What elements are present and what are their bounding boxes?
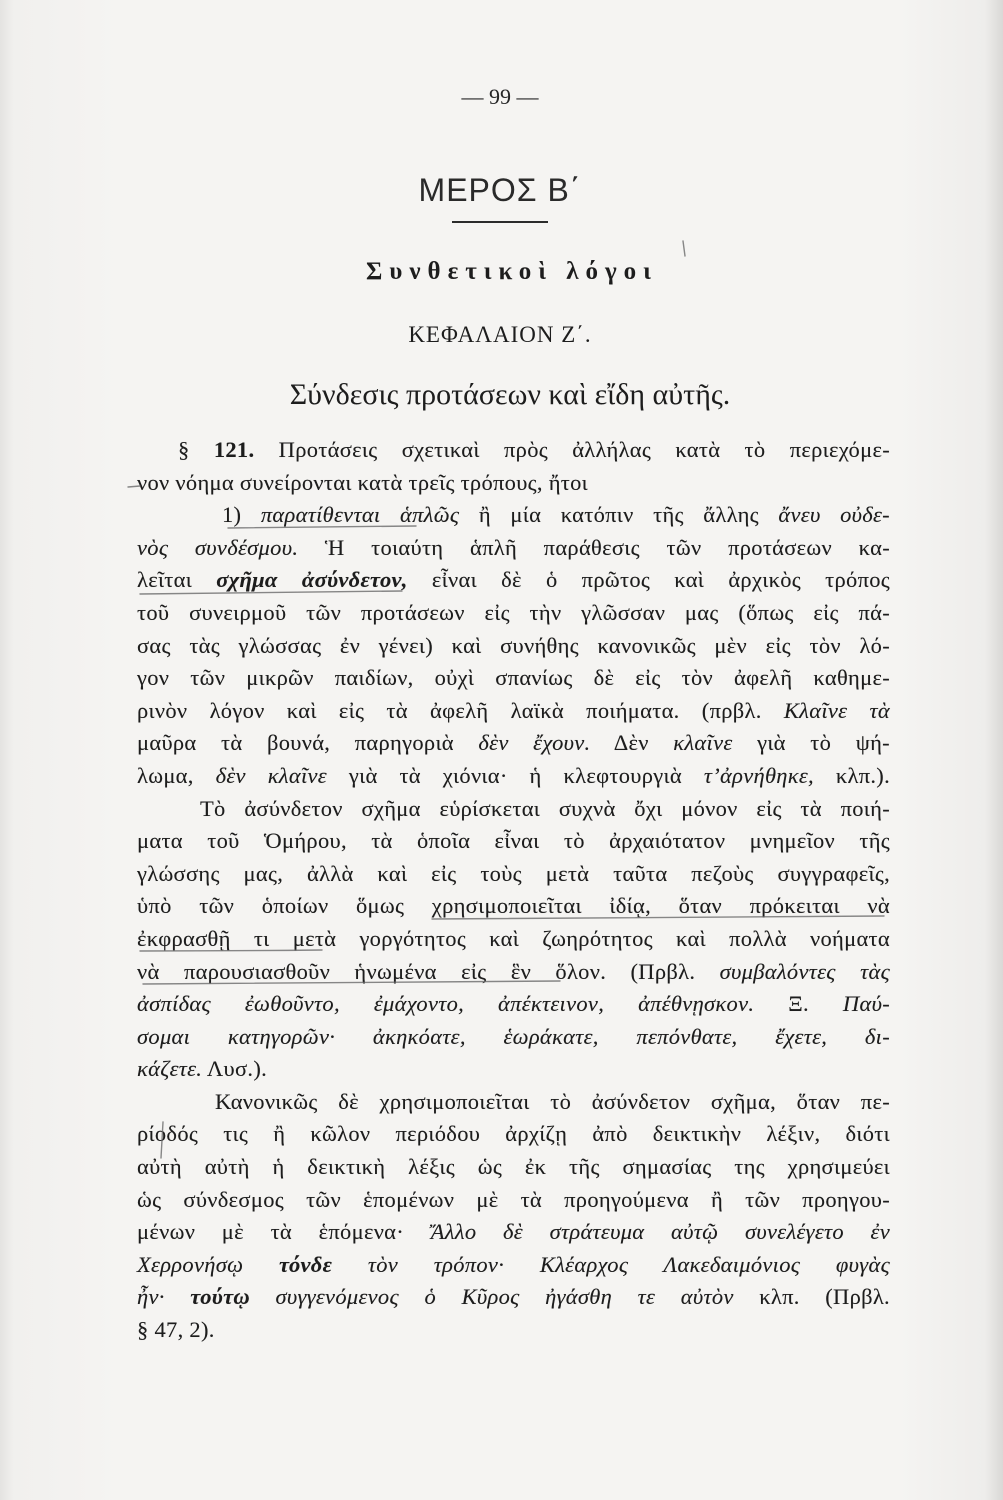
text-run: κλπ. (Πρβλ.: [733, 1284, 890, 1310]
italic-text: ἀσπίδας ἐωθοῦντο, ἐμάχοντο, ἀπέκτεινον, ἀπέθνῃσκον.: [137, 991, 755, 1017]
text-run: λεῖται: [137, 567, 217, 593]
italic-text: κλαῖνε: [673, 730, 733, 756]
text-line: [137, 825, 890, 858]
text-run: αὐτὴ αὐτὴ ἡ δεικτικὴ λέξις ὡς ἐκ τῆς σημασίας της χρησιμεύει: [137, 1154, 890, 1180]
text-line: [137, 1053, 890, 1086]
text-line: [137, 858, 890, 891]
text-run: γλώσσης μας, ἀλλὰ καὶ εἰς τοὺς μετὰ ταῦτα πεζοὺς συγγραφεῖς,: [137, 860, 890, 886]
text-line: [137, 1021, 890, 1054]
paragraph-number: 121.: [213, 437, 255, 462]
italic-text: παρατίθενται ἁπλῶς: [260, 502, 460, 528]
text-run: Λυσ.).: [202, 1056, 268, 1082]
text-line: [137, 662, 890, 695]
text-line: [137, 630, 890, 663]
text-run: ρινὸν λόγον καὶ εἰς τὰ ἀφελῆ λαϊκὰ ποιήματα. (πρβλ.: [137, 697, 784, 723]
text-run: μένων μὲ τὰ ἑπόμενα·: [137, 1219, 431, 1245]
text-line: [137, 1216, 890, 1249]
text-run: τοῦ συνειρμοῦ τῶν προτάσεων εἰς τὴν γλῶσσαν μας (ὅπως εἰς πά-: [137, 599, 890, 625]
text-line: [137, 988, 890, 1021]
chapter-title: Σύνδεσις προτάσεων καὶ εἴδη αὐτῆς.: [289, 378, 731, 411]
text-line: [137, 793, 890, 826]
text-line: [137, 760, 890, 793]
text-run: Τὸ ἀσύνδετον σχῆμα εὑρίσκεται συχνὰ ὄχι μόνον εἰς τὰ ποιή-: [200, 795, 890, 821]
text-run: λωμα,: [137, 762, 216, 788]
text-line: [137, 1314, 890, 1347]
text-line: [137, 1184, 890, 1217]
body-text: [137, 434, 890, 1347]
italic-text: νὸς συνδέσμου.: [137, 534, 299, 560]
text-run: Ξ.: [754, 991, 843, 1017]
text-run: 1): [222, 502, 261, 528]
text-line: [137, 434, 890, 467]
text-run: γιὰ τὸ ψή-: [732, 730, 890, 756]
text-run: § 47, 2).: [137, 1317, 215, 1343]
italic-text: Παύ-: [842, 991, 890, 1017]
text-run: ὡς σύνδεσμος τῶν ἑπομένων μὲ τὰ προηγούμενα ἢ τῶν προηγου-: [137, 1186, 890, 1212]
text-run: Κανονικῶς δὲ χρησιμοποιεῖται τὸ ἀσύνδετον σχῆμα, ὅταν πε-: [215, 1088, 890, 1114]
italic-text: τ’ἀρνήθηκε,: [703, 762, 814, 788]
text-run: μαῦρα τὰ βουνά, παρηγοριὰ: [137, 730, 479, 756]
text-run: γιὰ τὰ χιόνια· ἡ κλεφτουργιὰ: [326, 762, 704, 788]
section-sign: §: [178, 437, 214, 462]
bold-italic-term: σχῆμα ἀσύνδετον,: [216, 567, 408, 593]
text-line: [137, 532, 890, 565]
text-line: [137, 467, 890, 500]
text-line: [137, 1281, 890, 1314]
text-line: [137, 1249, 890, 1282]
text-run: γον τῶν μικρῶν παιδίων, οὐχὶ σπανίως δὲ εἰς τὸν ἀφελῆ καθημε-: [137, 665, 890, 691]
text-line: [137, 597, 890, 630]
italic-text: τὸν τρόπον· Κλέαρχος Λακεδαιμόνιος φυγὰς: [332, 1251, 890, 1277]
italic-text: κάζετε.: [137, 1056, 203, 1082]
text-line: [137, 727, 890, 760]
text-line: [137, 1086, 890, 1119]
text-line: [137, 1151, 890, 1184]
text-line: [137, 499, 890, 532]
chapter-heading: ΚΕΦΑΛΑΙΟΝ Ζ΄.: [408, 322, 592, 347]
text-line: [137, 564, 890, 597]
text-run: ἐκφρασθῇ τι μετὰ γοργότητος καὶ ζωηρότητος καὶ πολλὰ νοήματα: [137, 925, 890, 951]
italic-text: ἄνευ οὐδε-: [778, 502, 890, 528]
italic-text: δὲν ἔχουν.: [478, 730, 591, 756]
text-run: ματα τοῦ Ὁμήρου, τὰ ὁποῖα εἶναι τὸ ἀρχαιότατον μνημεῖον τῆς: [137, 828, 890, 854]
text-run: σας τὰς γλώσσας ἐν γένει) καὶ συνήθης κανονικῶς μὲν εἰς τὸν λό-: [137, 632, 890, 658]
heading-rule: [452, 221, 548, 223]
text-run: νον νόημα συνείρονται κατὰ τρεῖς τρόπους, ἤτοι: [137, 469, 589, 495]
text-line: [137, 890, 890, 923]
text-line: [137, 695, 890, 728]
bold-italic-term: τόνδε: [279, 1251, 333, 1277]
text-run: ἢ μία κατόπιν τῆς ἄλλης: [459, 502, 779, 528]
text-run: εἶναι δὲ ὁ πρῶτος καὶ ἀρχικὸς τρόπος: [407, 567, 890, 593]
italic-text: Ἄλλο δὲ στράτευμα αὐτῷ συνελέγετο ἐν: [430, 1219, 890, 1245]
italic-text: ἦν·: [137, 1284, 191, 1310]
page-number: — 99 —: [461, 84, 539, 109]
text-run: ρίοδός τις ἢ κῶλον περιόδου ἀρχίζῃ ἀπὸ δεικτικὴν λέξιν, διότι: [137, 1121, 890, 1147]
italic-text: συγγενόμενος ὁ Κῦρος ἠγάσθη τε αὐτὸν: [249, 1284, 734, 1310]
text-run: ὑπὸ τῶν ὁποίων ὅμως χρησιμοποιεῖται ἰδίᾳ, ὅταν πρόκειται νὰ: [137, 893, 890, 919]
text-run: Ἡ τοιαύτη ἁπλῆ παράθεσις τῶν προτάσεων κα-: [298, 534, 890, 560]
italic-text: Κλαῖνε τὰ: [783, 697, 890, 723]
text-run: νὰ παρουσιασθοῦν ἡνωμένα εἰς ἓν ὅλον. (Πρβλ.: [137, 958, 720, 984]
bold-italic-term: τούτῳ: [190, 1284, 250, 1310]
pencil-tick: [683, 241, 685, 256]
part-heading: ΜΕΡΟΣ Β΄: [418, 172, 582, 208]
text-run: Δὲν: [590, 730, 674, 756]
italic-text: Χερρονήσῳ: [137, 1251, 279, 1277]
text-run: κλπ.).: [813, 762, 890, 788]
italic-text: συμβαλόντες τὰς: [719, 958, 890, 984]
text-line: [137, 956, 890, 989]
text-run: Προτάσεις σχετικαὶ πρὸς ἀλλήλας κατὰ τὸ περιεχόμε-: [254, 437, 890, 462]
text-line: [137, 1118, 890, 1151]
italic-text: δὲν κλαῖνε: [215, 762, 327, 788]
text-line: [137, 923, 890, 956]
section-heading: Συνθετικοὶ λόγοι: [366, 258, 658, 285]
italic-text: σομαι κατηγορῶν· ἀκηκόατε, ἑωράκατε, πεπόνθατε, ἔχετε, δι-: [137, 1023, 890, 1049]
